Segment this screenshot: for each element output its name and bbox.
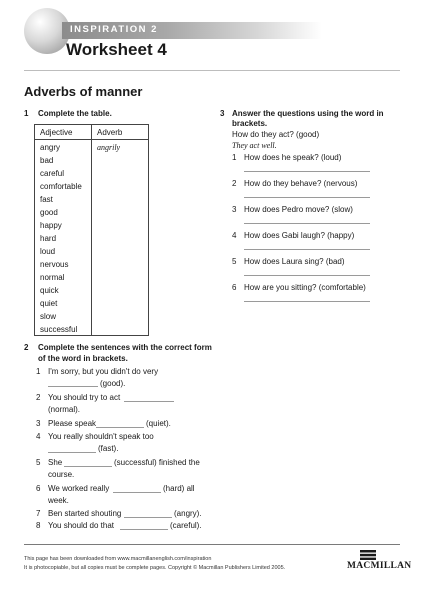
sentence-text: She (48, 458, 63, 467)
item-number: 3 (36, 419, 41, 428)
example-question: How do they act? (good) (232, 130, 320, 139)
answer-line[interactable] (244, 301, 370, 302)
sentence-text: You should do that (48, 521, 114, 530)
sentence-text: week. (48, 496, 69, 505)
task2-instruction-line: Complete the sentences with the correct form (38, 343, 212, 352)
task2-instruction-line: of the word in brackets. (38, 354, 128, 363)
question-text: How does Pedro move? (slow) (244, 205, 353, 214)
adjective-cell: nervous (40, 260, 69, 269)
adjective-cell: loud (40, 247, 56, 256)
sentence-text: Please speak (48, 419, 97, 428)
sentence-text: (normal). (48, 405, 81, 414)
sentence-text: (fast). (98, 444, 119, 453)
task3-instruction-line: brackets. (232, 119, 268, 128)
question-text: How does he speak? (loud) (244, 153, 342, 162)
item-number: 8 (36, 521, 41, 530)
sentence-text: (angry). (174, 509, 202, 518)
adjective-cell: quick (40, 286, 59, 295)
item-number: 3 (232, 205, 237, 214)
series-label: INSPIRATION 2 (70, 24, 158, 35)
table-header-divider (35, 139, 148, 140)
item-number: 2 (36, 393, 41, 402)
header-divider (24, 70, 400, 71)
sentence-text: (hard) all (163, 484, 195, 493)
sentence-text: Ben started shouting (48, 509, 122, 518)
example-adverb-cell: angrily (97, 143, 121, 152)
task1-instruction: Complete the table. (38, 109, 112, 118)
item-number: 1 (232, 153, 237, 162)
macmillan-logo-text: MACMILLAN (347, 561, 412, 571)
sentence-text: course. (48, 470, 75, 479)
adjective-cell: good (40, 208, 58, 217)
adjective-cell: happy (40, 221, 62, 230)
question-text: How are you sitting? (comfortable) (244, 283, 366, 292)
footer-divider (24, 544, 400, 545)
item-number: 1 (36, 367, 41, 376)
adjective-adverb-table (34, 124, 149, 336)
adjective-cell: angry (40, 143, 61, 152)
item-number: 6 (36, 484, 41, 493)
item-number: 4 (36, 432, 41, 441)
adjective-cell: quiet (40, 299, 58, 308)
answer-blank[interactable] (124, 401, 174, 402)
example-answer: They act well. (232, 141, 277, 150)
answer-line[interactable] (244, 197, 370, 198)
adjective-cell: normal (40, 273, 65, 282)
answer-blank[interactable] (113, 492, 161, 493)
question-text: How does Gabi laugh? (happy) (244, 231, 355, 240)
item-number: 4 (232, 231, 237, 240)
table-header-adverb: Adverb (97, 128, 123, 137)
answer-blank[interactable] (48, 386, 98, 387)
sentence-text: (careful). (170, 521, 202, 530)
answer-line[interactable] (244, 275, 370, 276)
series-band (62, 22, 322, 39)
item-number: 6 (232, 283, 237, 292)
answer-blank[interactable] (96, 427, 144, 428)
sentence-text: You really shouldn't speak too (48, 432, 154, 441)
sentence-text: I'm sorry, but you didn't do very (48, 367, 159, 376)
adjective-cell: bad (40, 156, 54, 165)
adjective-cell: careful (40, 169, 65, 178)
adjective-cell: successful (40, 325, 78, 334)
task3-number: 3 (220, 109, 225, 118)
task3-instruction-line: Answer the questions using the word in (232, 109, 384, 118)
footer-download-note: This page has been downloaded from www.macmillanenglish.com/inspiration (24, 556, 212, 562)
answer-blank[interactable] (120, 529, 168, 530)
answer-line[interactable] (244, 223, 370, 224)
sentence-text: (successful) finished the (114, 458, 200, 467)
worksheet-header (0, 0, 424, 80)
item-number: 7 (36, 509, 41, 518)
task1-number: 1 (24, 109, 29, 118)
sentence-text: You should try to act (48, 393, 121, 402)
table-column-divider (91, 125, 92, 335)
adjective-cell: comfortable (40, 182, 82, 191)
section-title: Adverbs of manner (24, 84, 143, 99)
question-text: How do they behave? (nervous) (244, 179, 358, 188)
answer-blank[interactable] (124, 517, 172, 518)
answer-line[interactable] (244, 171, 370, 172)
worksheet-title: Worksheet 4 (66, 40, 167, 59)
item-number: 2 (232, 179, 237, 188)
macmillan-logo-icon (360, 550, 376, 560)
adjective-cell: slow (40, 312, 57, 321)
answer-line[interactable] (244, 249, 370, 250)
adjective-cell: hard (40, 234, 57, 243)
sentence-text: (good). (100, 379, 126, 388)
question-text: How does Laura sing? (bad) (244, 257, 345, 266)
answer-blank[interactable] (48, 452, 96, 453)
adjective-cell: fast (40, 195, 53, 204)
table-header-adjective: Adjective (40, 128, 73, 137)
sentence-text: We worked really (48, 484, 110, 493)
task2-number: 2 (24, 343, 29, 352)
footer-copyright: It is photocopiable, but all copies must be complete pages. Copyright © Macmillan Publishers Limited 2005. (24, 565, 286, 571)
answer-blank[interactable] (64, 466, 112, 467)
sentence-text: (quiet). (146, 419, 171, 428)
item-number: 5 (36, 458, 41, 467)
item-number: 5 (232, 257, 237, 266)
